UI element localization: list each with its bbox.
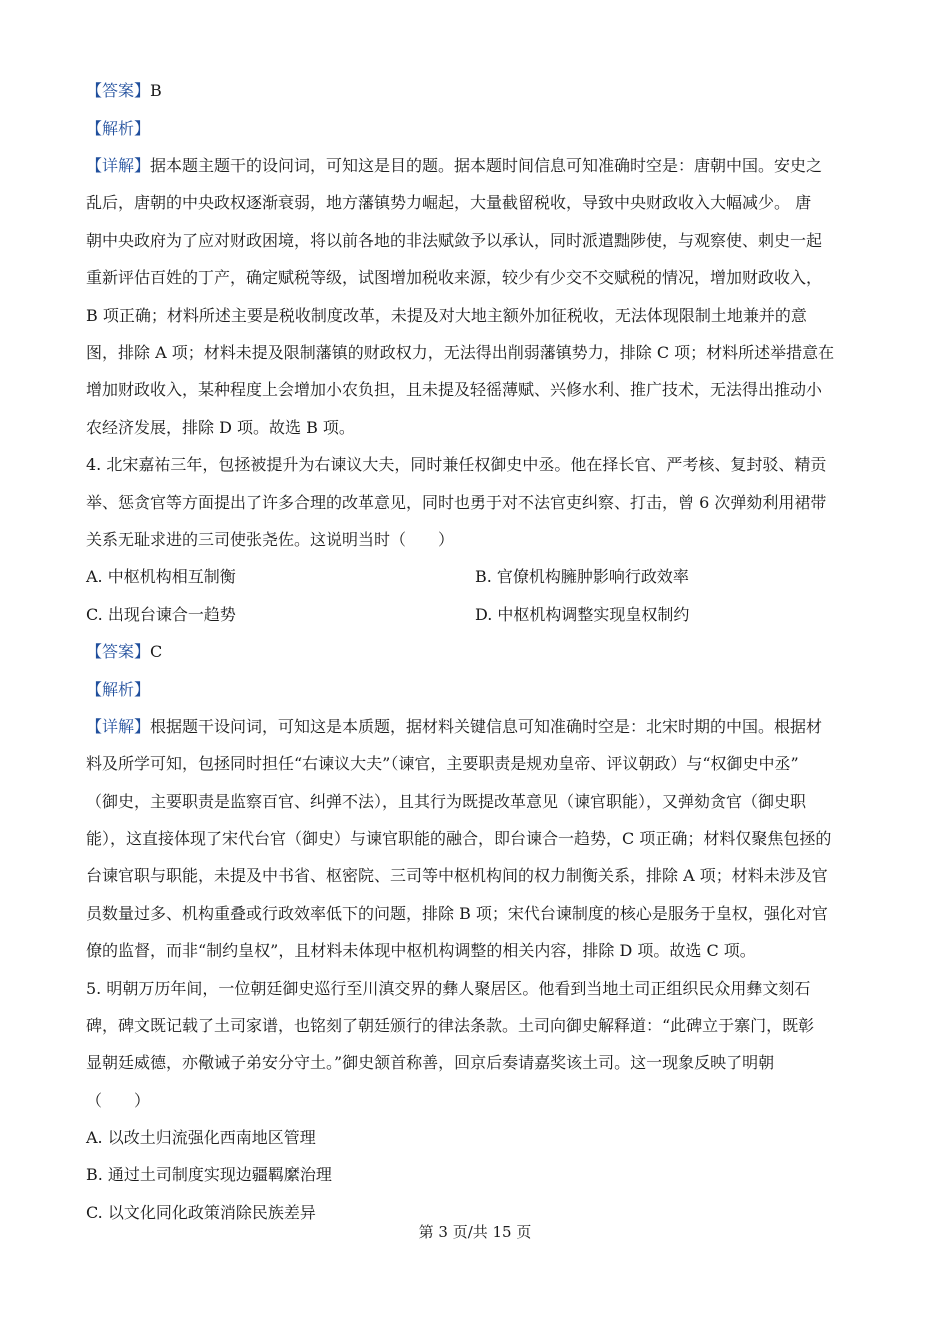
option-a: A. 中枢机构相互制衡	[86, 567, 236, 586]
question-stem: 显朝廷威德，亦儆诫子弟安分守土。”御史颔首称善，回京后奏请嘉奖该土司。这一现象反映了明朝	[86, 1053, 775, 1072]
question-stem: 5. 明朝万历年间，一位朝廷御史巡行至川滇交界的彝人聚居区。他看到当地土司正组织民众用彝文刻石	[86, 979, 811, 998]
q3-detail-line	[86, 156, 876, 176]
detail-text: 图，排除 A 项；材料未提及限制藩镇的财政权力，无法得出削弱藩镇势力，排除 C 项；材料所述举措意在	[86, 343, 835, 362]
page-footer: 第 3 页/共 15 页	[418, 1223, 532, 1241]
option-c: C. 出现台谏合一趋势	[86, 605, 236, 624]
option-d: D. 中枢机构调整实现皇权制约	[475, 605, 690, 624]
detail-text: 据本题主题干的设问词，可知这是目的题。据本题时间信息可知准确时空是：唐朝中国。安史之	[150, 156, 823, 175]
detail-text: 僚的监督，而非“制约皇权”，且材料未体现中枢机构调整的相关内容，排除 D 项。故选 C 项。	[86, 941, 756, 960]
q4-detail-line	[86, 717, 876, 737]
q4-analysis-heading	[86, 680, 876, 700]
question-stem: 举、惩贪官等方面提出了许多合理的改革意见，同时也勇于对不法官吏纠察、打击，曾 6 次弹劾利用裙带	[86, 493, 827, 512]
detail-text: 增加财政收入，某种程度上会增加小农负担，且未提及轻徭薄赋、兴修水利、推广技术，无法得出推动小	[86, 380, 823, 399]
option-b: B. 官僚机构臃肿影响行政效率	[475, 567, 689, 586]
detail-tag: 【详解】	[86, 156, 151, 175]
option-a: A. 以改土归流强化西南地区管理	[86, 1128, 316, 1147]
q3-analysis-heading	[86, 119, 876, 139]
detail-text: 能），这直接体现了宋代台官（御史）与谏官职能的融合，即台谏合一趋势，C 项正确；材料仅聚焦包拯的	[86, 829, 832, 848]
question-stem: 碑，碑文既记载了土司家谱，也铭刻了朝廷颁行的律法条款。土司向御史解释道：“此碑立于寨门，既彰	[86, 1016, 815, 1035]
answer-value: C	[150, 642, 163, 661]
detail-text: B 项正确；材料所述主要是税收制度改革，未提及对大地主额外加征税收，无法体现限制土地兼并的意	[86, 306, 807, 325]
answer-tag: 【答案】	[86, 81, 151, 100]
q4-answer-line	[86, 642, 876, 662]
detail-text: 农经济发展，排除 D 项。故选 B 项。	[86, 418, 355, 437]
detail-text: 料及所学可知，包拯同时担任“右谏议大夫”（谏官，主要职责是规劝皇帝、评议朝政）与“权御史中丞”	[86, 754, 799, 773]
detail-text: 重新评估百姓的丁产，确定赋税等级，试图增加税收来源，较少有少交不交赋税的情况，增加财政收入，	[86, 268, 823, 287]
option-c: C. 以文化同化政策消除民族差异	[86, 1203, 316, 1222]
analysis-tag: 【解析】	[86, 119, 151, 138]
option-b: B. 通过土司制度实现边疆羁縻治理	[86, 1165, 332, 1184]
q3-answer-line	[86, 81, 876, 101]
question-stem: 4. 北宋嘉祐三年，包拯被提升为右谏议大夫，同时兼任权御史中丞。他在择长官、严考核、复封驳、精贡	[86, 455, 827, 474]
question-stem: 关系无耻求进的三司使张尧佐。这说明当时（ ）	[86, 530, 455, 549]
detail-text: 员数量过多、机构重叠或行政效率低下的问题，排除 B 项；宋代台谏制度的核心是服务于皇权，强化对官	[86, 904, 828, 923]
question-stem: （ ）	[86, 1091, 151, 1110]
detail-text: 朝中央政府为了应对财政困境，将以前各地的非法赋敛予以承认，同时派遣黜陟使，与观察使、刺史一起	[86, 231, 823, 250]
detail-text: 乱后，唐朝的中央政权逐渐衰弱，地方藩镇势力崛起，大量截留税收，导致中央财政收入大幅减少。 唐	[86, 193, 812, 212]
detail-text: 台谏官职与职能，未提及中书省、枢密院、三司等中枢机构间的权力制衡关系，排除 A 项；材料未涉及官	[86, 866, 828, 885]
answer-value: B	[150, 81, 162, 100]
answer-tag: 【答案】	[86, 642, 151, 661]
detail-tag: 【详解】	[86, 717, 151, 736]
analysis-tag: 【解析】	[86, 680, 151, 699]
detail-text: 根据题干设问词，可知这是本质题，据材料关键信息可知准确时空是：北宋时期的中国。根据材	[150, 717, 823, 736]
detail-text: （御史，主要职责是监察百官、纠弹不法），且其行为既提改革意见（谏官职能），又弹劾贪官（御史职	[86, 792, 807, 811]
